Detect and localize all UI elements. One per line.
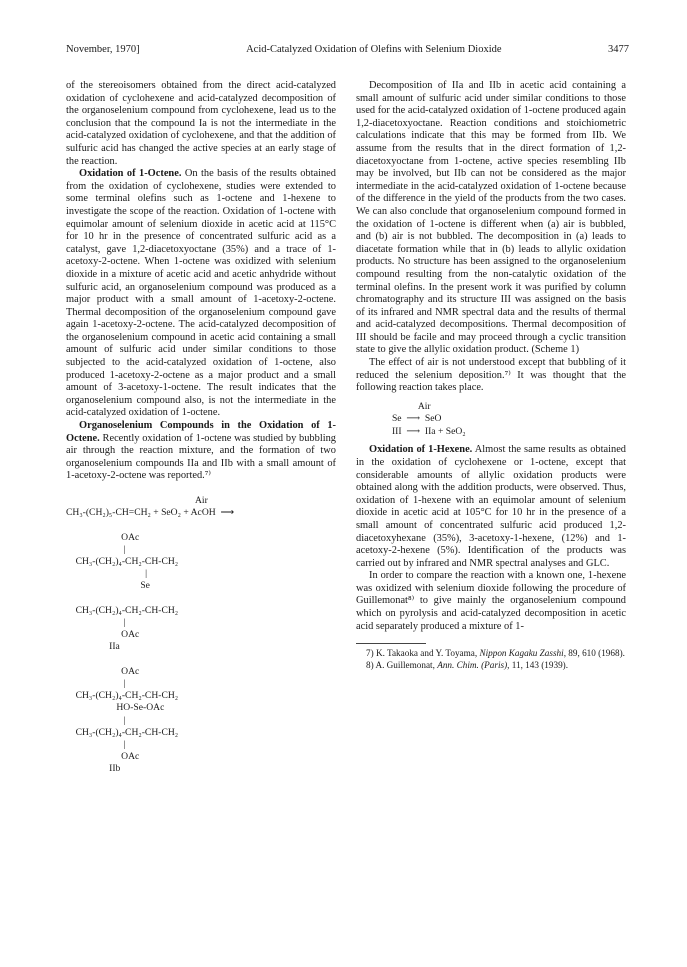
paragraph: In order to compare the reaction with a known one, 1-hexene was oxidized with selenium dioxide following the procedure of Guillemonat⁸⁾ to give mainly the organoselenium compound which on pyrolysis and acid-catalyzed decomposition in acetic acid separately produced a mixture of 1- [356,570,626,632]
section-heading: Oxidation of 1-Octene. [79,168,182,180]
paragraph-body: Recently oxidation of 1-octene was studied by bubbling air through the reaction mixture, and the formation of two organoselenium compounds IIa and IIb with a small amount of 1-acetoxy-2-octene was reported.⁷⁾ [66,432,336,482]
paragraph-organoselenium [66,420,336,483]
footnote-8: 8) A. Guillemonat, Ann. Chim. (Paris), 11, 143 (1939). [366,659,569,670]
footnote-7: 7) K. Takaoka and Y. Toyama, Nippon Kagaku Zasshi, 89, 610 (1968). [366,648,625,659]
left-column [66,80,336,776]
paragraph: Decomposition of IIa and IIb in acetic acid containing a small amount of sulfuric acid under similar conditions to those used for the acid-catalyzed oxidation of 1-octene produced again 1,2-diacetoxyoctane. Reaction conditions and stoichiometric calculations indicate that this may be formed from IIb. We assume from the results that in the direct formation of 1,2-diacetoxyoctane from 1-octene, active species resembling IIb may be involved, but IIb can not be considered as the major intermediate in the acid-catalyzed oxidation of 1-octene because of the difference in the yield of the products from the two cases. We can also conclude that organoselenium compound formed in the oxidation of 1-octene is different when (a) air is bubbled, and (b) air is not bubbled. The decomposition in (a) leads to diacetate formation while that in (b) leads to allylic oxidation products. No structure has been assigned to the organoselenium compound resulting from the non-catalytic oxidation of the terminal olefins. In the present work it was purified by column chromatography and its structure III was assigned on the basis of its infrared and NMR spectral data and the results of thermal and acid-catalyzed decompositions. Thermal decomposition of III should be facile and may proceed through a cyclic transition state to give the allylic oxidation product. (Scheme 1) [356,80,626,356]
section-heading: Organoselenium Compounds in the Oxidation of 1-Octene. [66,420,336,444]
paragraph: The effect of air is not understood except that bubbling of it reduced the selenium deposition.⁷⁾ It was thought that the following reaction takes place. [356,357,626,394]
paragraph-hexene [356,444,626,570]
footnote-divider [356,643,426,644]
header-page-number: 3477 [607,44,629,55]
section-heading: Oxidation of 1-Hexene. [369,444,473,456]
paragraph-body: Almost the same results as obtained in the oxidation of cyclohexene or 1-octene, except that considerable amounts of allylic oxidation products were obtained along with the addition products, were observed. Thus, oxidation of 1-hexene with an equimolar amount of selenium dioxide in acetic acid at 105°C for 10 hr in the presence of a small amount of concentrated sulfuric acid produced 1,2-diacetoxyhexane (35%), 3-acetoxy-1-hexene, (12%) and 1-acetoxy-2-hexene (5%). Identification of the products was carried out by infrared and NMR spectral analyses and GLC. [356,444,626,569]
right-column [356,80,626,671]
paragraph: of the stereoisomers obtained from the direct acid-catalyzed oxidation of cyclohexene and acid-catalyzed decomposition of the organoselenium compound from cyclohexene, lead us to the conclusion that the compound Ia is not the intermediate in the acid-catalyzed oxidation of cyclohexene, and that the addition of sulfuric acid has changed the active species at an early stage of the reaction. [66,80,336,167]
paragraph-body: On the basis of the results obtained from the oxidation of cyclohexene, studies were extended to some terminal olefins such as 1-octene and 1-hexene to investigate the scope of the reaction. Oxidation of 1-octene with equimolar amount of selenium dioxide in acetic acid at 115°C for 10 hr in the presence of concentrated sulfuric acid as a catalyst, gave 1,2-diacetoxyoctane (35%) and a trace of 1-acetoxy-2-octene. When 1-octene was oxidized with selenium dioxide in a mixture of acetic acid and acetic anhydride without sulfuric acid, an organoselenium compound was produced as a major product with a small amount of 1-acetoxy-2-octene. Thermal decomposition of the organoselenium compound gave again 1-acetoxy-2-octene. The acid-catalyzed decomposition of the organoselenium compound in acetic acid containing a small amount of sulfuric acid under similar conditions to those subjected to the acid-catalyzed oxidation of 1-octene, also produced 1-acetoxy-2-octene as a major product and a small amount of 3-acetoxy-1-octene. The result indicates that the organoselenium compound also, is not the intermediate in the acid-catalyzed oxidation of 1-octene. [66,168,336,419]
header-title: Acid-Catalyzed Oxidation of Olefins with Selenium Dioxide [246,44,502,55]
header-date: November, 1970] [66,44,140,55]
running-header [66,44,629,58]
chemical-structures: Air CH₃-(CH₂)₅-CH=CH₂ + SeO₂ + AcOH ⟶ OAc | CH₃-(CH₂)₄-CH₂-CH-CH₂ | Se CH₃-(CH₂)₄-CH₂-CH-CH₂ | OAc IIa OAc | CH₃-(CH₂)₄-CH₂-CH-CH₂ HO-Se-OAc | CH₃-(CH₂)₄-CH₂-CH-CH₂ | OAc IIb [66,495,235,775]
paragraph-octene [66,168,336,420]
reaction-scheme: Air Se ⟶ SeO III ⟶ IIa + SeO₂ [391,400,466,437]
